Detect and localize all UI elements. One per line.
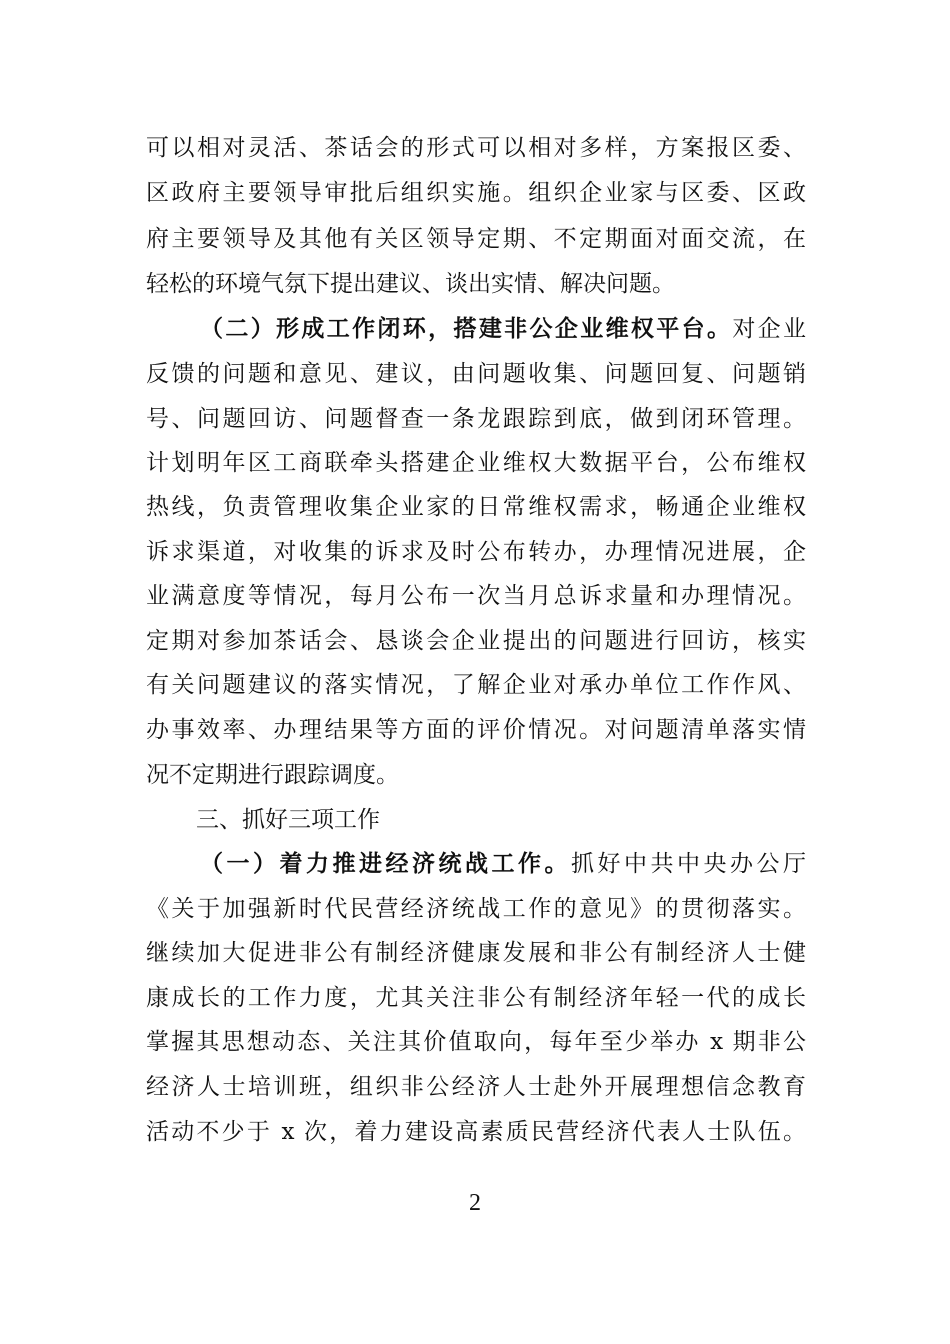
paragraph-line: 号、问题回访、问题督查一条龙跟踪到底，做到闭环管理。 — [146, 406, 806, 432]
section-2-title: （二）形成工作闭环，搭建非公企业维权平台。 — [200, 315, 733, 342]
paragraph-line: 况不定期进行跟踪调度。 — [146, 762, 399, 788]
paragraph-line: 计划明年区工商联牵头搭建企业维权大数据平台，公布维权 — [146, 450, 806, 476]
paragraph-line: 府主要领导及其他有关区领导定期、不定期面对面交流，在 — [146, 226, 806, 252]
paragraph-line: 轻松的环境气氛下提出建议、谈出实情、解决问题。 — [146, 271, 675, 297]
paragraph-line: 康成长的工作力度，尤其关注非公有制经济年轻一代的成长 — [146, 985, 806, 1011]
paragraph-line: 反馈的问题和意见、建议，由问题收集、问题回复、问题销 — [146, 361, 806, 387]
section-2-text: 对企业 — [732, 316, 807, 342]
paragraph-line: 继续加大促进非公有制经济健康发展和非公有制经济人士健 — [146, 940, 806, 966]
paragraph-line: 《关于加强新时代民营经济统战工作的意见》的贯彻落实。 — [146, 896, 806, 922]
paragraph-line: 活动不少于 x 次，着力建设高素质民营经济代表人士队伍。 — [146, 1119, 806, 1145]
paragraph-line: 定期对参加茶话会、恳谈会企业提出的问题进行回访，核实 — [146, 628, 806, 654]
section-heading: 三、抓好三项工作 — [196, 807, 380, 833]
paragraph-line: 热线，负责管理收集企业家的日常维权需求，畅通企业维权 — [146, 494, 806, 520]
paragraph-line: 办事效率、办理结果等方面的评价情况。对问题清单落实情 — [146, 717, 806, 743]
section-3-1-first-line — [200, 849, 806, 879]
paragraph-line: 业满意度等情况，每月公布一次当月总诉求量和办理情况。 — [146, 583, 806, 609]
section-3-1-title: （一）着力推进经济统战工作。 — [200, 850, 571, 877]
paragraph-line: 有关问题建议的落实情况，了解企业对承办单位工作作风、 — [146, 672, 806, 698]
page-number: 2 — [469, 1190, 481, 1216]
paragraph-line: 可以相对灵活、茶话会的形式可以相对多样，方案报区委、 — [146, 135, 806, 161]
section-3-1-text: 抓好中共中央办公厅 — [571, 851, 806, 877]
section-2-first-line — [200, 314, 806, 344]
paragraph-line: 掌握其思想动态、关注其价值取向，每年至少举办 x 期非公 — [146, 1029, 806, 1055]
paragraph-line: 诉求渠道，对收集的诉求及时公布转办，办理情况进展，企 — [146, 539, 806, 565]
paragraph-line: 区政府主要领导审批后组织实施。组织企业家与区委、区政 — [146, 180, 806, 206]
paragraph-line: 经济人士培训班，组织非公经济人士赴外开展理想信念教育 — [146, 1074, 806, 1100]
